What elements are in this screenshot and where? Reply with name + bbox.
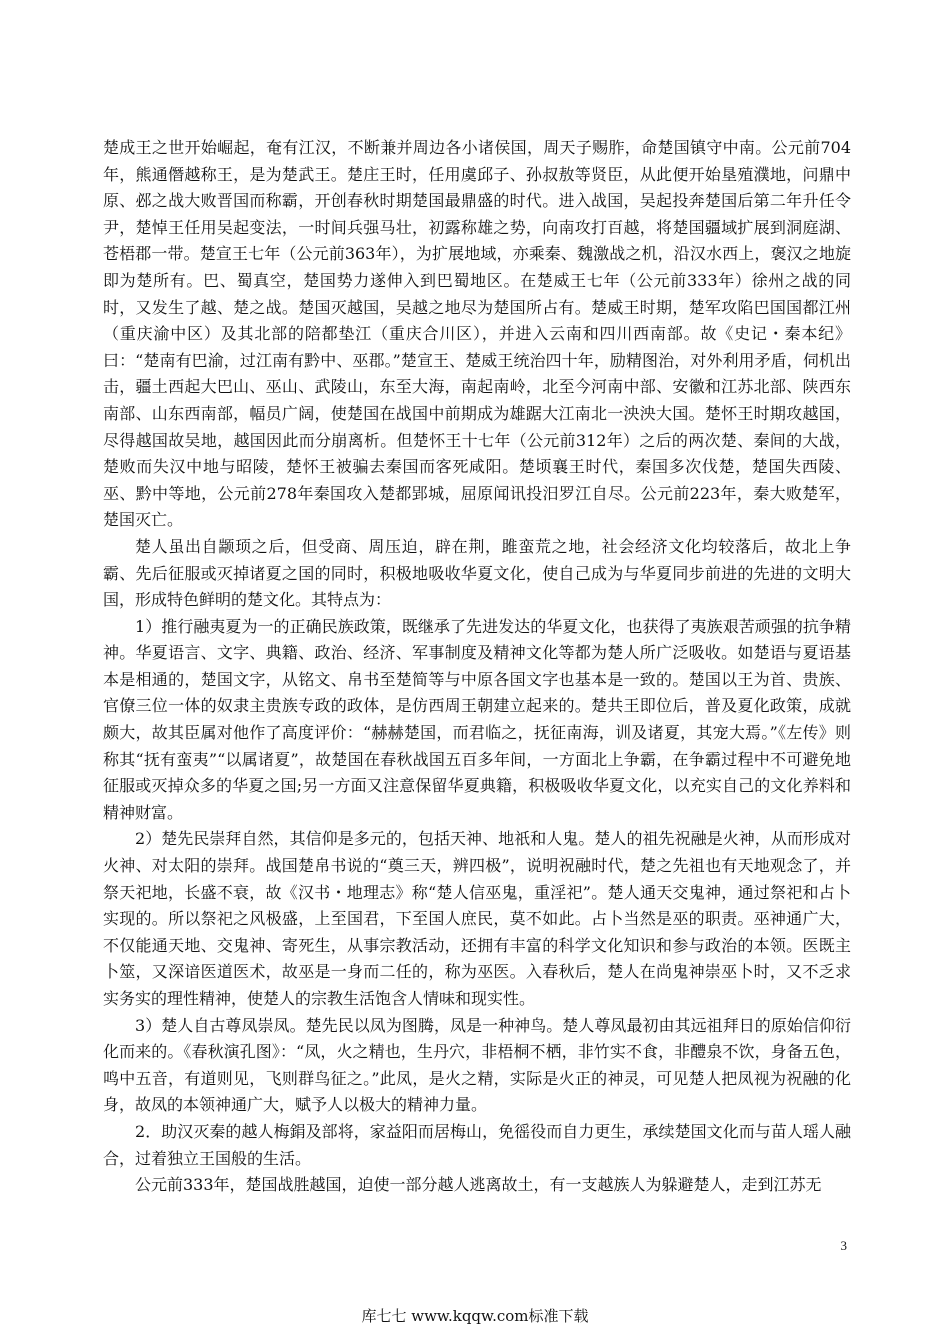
page-number: 3 [840, 1238, 847, 1253]
paragraph-section-2: 2．助汉灭秦的越人梅鋗及部将，家益阳而居梅山，免徭役而自力更生，承续楚国文化而与苗人瑶人融合，过着独立王国般的生活。 [103, 1121, 851, 1168]
paragraph-feature-3: 3）楚人自古尊凤崇凤。楚先民以凤为图腾，凤是一种神鸟。楚人尊凤最初由其远祖拜日的原始信仰衍化而来的。《春秋演孔图》：“凤，火之精也，生丹穴，非梧桐不栖，非竹实不食，非醴泉不饮，身备五色，鸣中五音，有道则见，飞则群鸟征之。”此凤，是火之精，实际是火正的神灵，可见楚人把凤视为祝融的化身，故凤的本领神通广大，赋予人以极大的精神力量。 [103, 1015, 851, 1115]
paragraph-feature-2: 2）楚先民崇拜自然，其信仰是多元的，包括天神、地祇和人鬼。楚人的祖先祝融是火神，从而形成对火神、对太阳的崇拜。战国楚帛书说的“奠三天，辨四极”，说明祝融时代，楚之先祖也有天地观念了，并祭天祀地，长盛不衰，故《汉书・地理志》称“楚人信巫鬼，重淫祀”。楚人通天交鬼神，通过祭祀和占卜实现的。所以祭祀之风极盛，上至国君，下至国人庶民，莫不如此。占卜当然是巫的职责。巫神通广大，不仅能通天地、交鬼神、寄死生，从事宗教活动，还拥有丰富的科学文化知识和参与政治的本领。医既主卜筮，又深谙医道医术，故巫是一身而二任的，称为巫医。入春秋后，楚人在尚鬼神崇巫卜时，又不乏求实务实的理性精神，使楚人的宗教生活饱含人情味和现实性。 [103, 829, 851, 1008]
paragraph-yue-migration: 公元前333年，楚国战胜越国，迫使一部分越人逃离故土，有一支越族人为躲避楚人，走到江苏无 [135, 1175, 822, 1195]
document-body [103, 135, 851, 1199]
paragraph-feature-1: 1）推行融夷夏为一的正确民族政策，既继承了先进发达的华夏文化，也获得了夷族艰苦顽强的抗争精神。华夏语言、文字、典籍、政治、经济、军事制度及精神文化等都为楚人所广泛吸收。如楚语与夏语基本是相通的，楚国文字，从铭文、帛书至楚简等与中原各国文字也基本是一致的。楚国以王为首、贵族、官僚三位一体的奴隶主贵族专政的政体，是仿西周王朝建立起来的。楚共王即位后，普及夏化政策，成就颇大，故其臣属对他作了高度评价：“赫赫楚国，而君临之，抚征南海，训及诸夏，其宠大焉。”《左传》则称其“抚有蛮夷”“以属诸夏”，故楚国在春秋战国五百多年间，一方面北上争霸，在争霸过程中不可避免地征服或灭掉众多的华夏之国;另一方面又注意保留华夏典籍，积极吸收华夏文化，以充实自己的文化养料和精神财富。 [103, 616, 851, 822]
paragraph-chu-history: 楚成王之世开始崛起，奄有江汉，不断兼并周边各小诸侯国，周天子赐胙，命楚国镇守中南。公元前704年，熊通僭越称王，是为楚武王。楚庄王时，任用虞邱子、孙叔敖等贤臣，从此便开始垦殖濮地，问鼎中原、邲之战大败晋国而称霸，开创春秋时期楚国最鼎盛的时代。进入战国，吴起投奔楚国后第二年升任令尹，楚悼王任用吴起变法，一时间兵强马壮，初露称雄之势，向南攻打百越，将楚国疆域扩展到洞庭湖、苍梧郡一带。楚宣王七年（公元前363年），为扩展地域，亦乘秦、魏激战之机，沿汉水西上，褒汉之地旋即为楚所有。巴、蜀真空，楚国势力遂伸入到巴蜀地区。在楚威王七年（公元前333年）徐州之战的同时，又发生了越、楚之战。楚国灭越国，吴越之地尽为楚国所占有。楚威王时期，楚军攻陷巴国国都江州（重庆渝中区）及其北部的陪都垫江（重庆合川区），并进入云南和四川西南部。故《史记・秦本纪》曰：“楚南有巴渝，过江南有黔中、巫郡。”楚宣王、楚威王统治四十年，励精图治，对外利用矛盾，伺机出击，疆土西起大巴山、巫山、武陵山，东至大海，南起南岭，北至今河南中部、安徽和江苏北部、陕西东南部、山东西南部，幅员广阔，使楚国在战国中前期成为雄踞大江南北一泱泱大国。楚怀王时期攻越国，尽得越国故吴地，越国因此而分崩离析。但楚怀王十七年（公元前312年）之后的两次楚、秦间的大战，楚败而失汉中地与昭陵，楚怀王被骗去秦国而客死咸阳。楚顷襄王时代，秦国多次伐楚，楚国失西陵、巫、黔中等地，公元前278年秦国攻入楚都郢城，屈原闻讯投汨罗江自尽。公元前223年，秦大败楚军，楚国灭亡。 [103, 138, 851, 530]
footer-watermark: 库七七 www.kqqw.com标准下载 [361, 1307, 589, 1325]
paragraph-chu-culture-intro: 楚人虽出自颛顼之后，但受商、周压迫，辟在荆，雎蛮荒之地，社会经济文化均较落后，故北上争霸、先后征服或灭掉诸夏之国的同时，积极地吸收华夏文化，使自己成为与华夏同步前进的先进的文明大国，形成特色鲜明的楚文化。其特点为： [103, 536, 851, 610]
